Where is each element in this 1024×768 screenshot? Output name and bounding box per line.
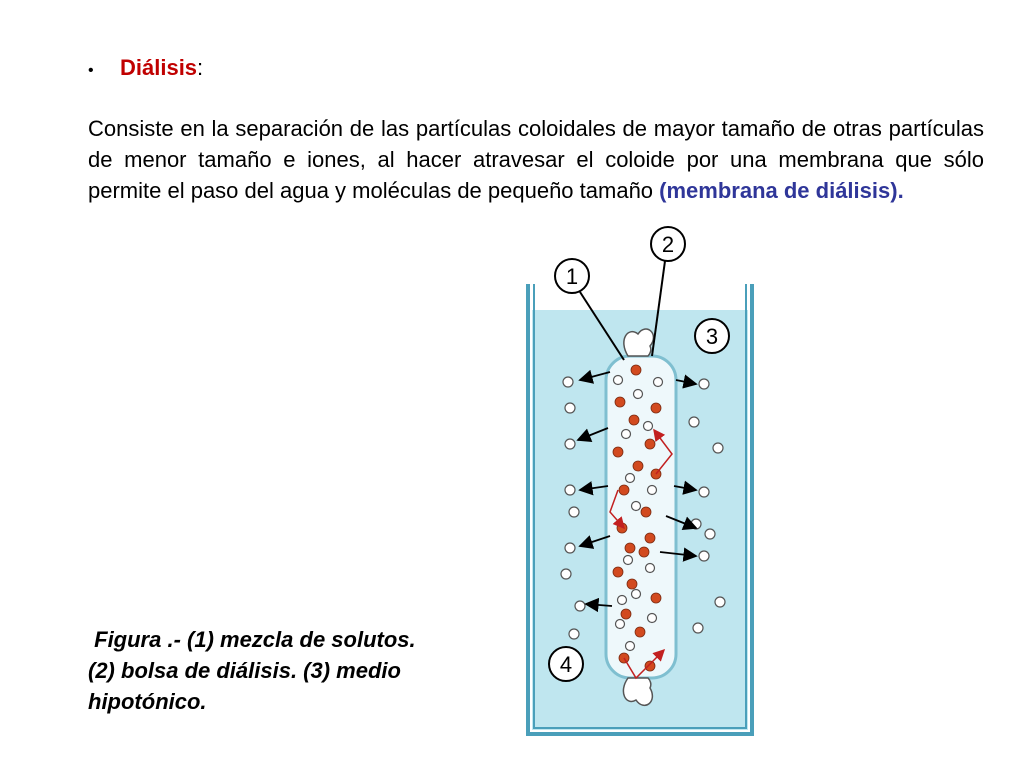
dialysis-figure xyxy=(500,222,780,742)
bullet-icon: • xyxy=(88,62,94,79)
bag-bottom-tie xyxy=(623,678,652,705)
label-4 xyxy=(549,647,583,681)
svg-text:4: 4 xyxy=(559,652,573,677)
caption-line-3: hipotónico. xyxy=(88,689,207,714)
caption-line-1: Figura .- (1) mezcla de solutos. xyxy=(94,627,416,652)
heading-title: Diálisis xyxy=(120,55,198,80)
label-3 xyxy=(695,319,729,353)
section-heading xyxy=(88,53,203,86)
definition-emphasis: (membrana de diálisis). xyxy=(659,178,904,203)
svg-text:3: 3 xyxy=(705,324,719,349)
figure-caption xyxy=(88,624,488,717)
svg-text:2: 2 xyxy=(661,232,675,257)
heading-colon: : xyxy=(197,55,204,80)
caption-line-2: (2) bolsa de diálisis. (3) medio xyxy=(88,658,401,683)
definition-text: Consiste en la separación de las partículas coloidales de mayor tamaño de otras partículas de menor tamaño e iones, al hacer atravesar el coloide por una membrana que sólo permite el paso del agua y moléculas de pequeño tamaño xyxy=(88,116,984,203)
bag-top-tie xyxy=(624,329,654,356)
definition-paragraph xyxy=(88,113,984,206)
svg-text:1: 1 xyxy=(565,264,579,289)
